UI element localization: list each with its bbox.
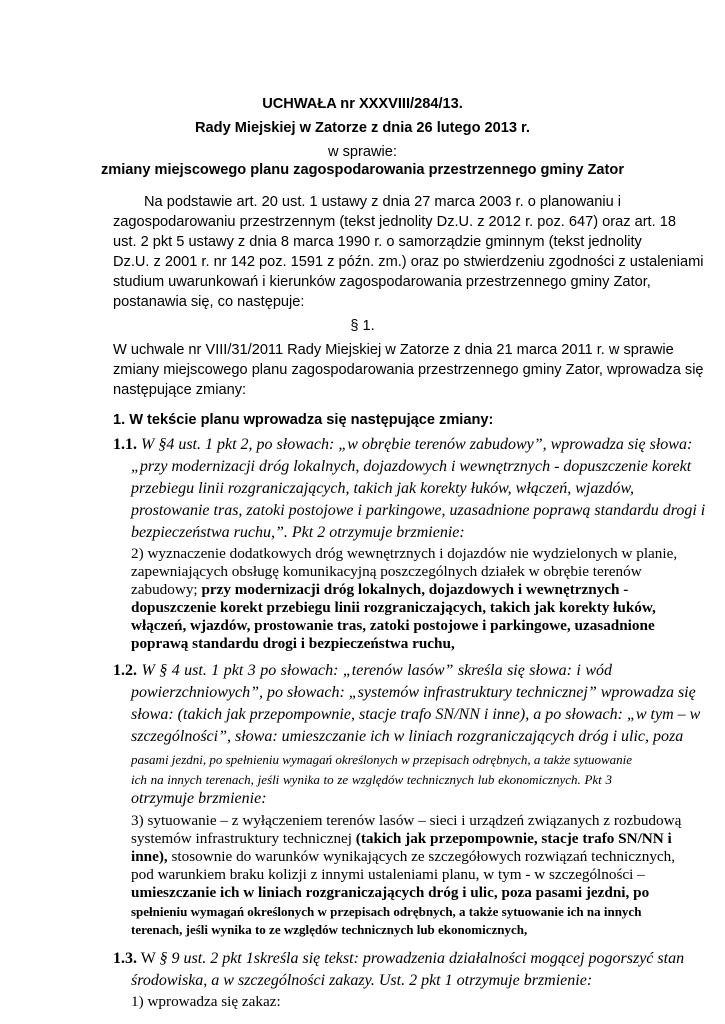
resolution-subject: zmiany miejscowego planu zagospodarowania przestrzennego gminy Zator bbox=[100, 162, 625, 178]
section-text-line: zmiany miejscowego planu zagospodarowania przestrzennego gminy Zator, wprowadza się bbox=[113, 362, 704, 378]
council-date-line: Rady Miejskiej w Zatorze z dnia 26 lutego 2013 r. bbox=[195, 120, 530, 136]
item-1-2-line: inne), stosownie do warunków wynikających ze szczegółowych rozwiązań technicznych, bbox=[131, 848, 676, 865]
item-1-3-line: 1) wprowadza się zakaz: bbox=[131, 993, 281, 1010]
item-1-2-line: otrzymuje brzmienie: bbox=[131, 790, 267, 807]
item-number: 1.1. bbox=[113, 436, 137, 453]
item-1-1-line: zapewniających obsługę komunikacyjną poszczególnych działek w obrębie terenów bbox=[131, 563, 642, 580]
item-1-1-line: włączeń, wjazdów, prostowanie tras, zatoki postojowe i parkingowe, uzasadnione bbox=[131, 617, 655, 634]
item-1-2-line: ich na innych terenach, jeśli wynika to ze względów technicznych lub ekonomicznych. Pkt 3 bbox=[131, 772, 612, 787]
section-text-line: następujące zmiany: bbox=[113, 382, 247, 398]
item-1-2-line: 1.2. W § 4 ust. 1 pkt 3 po słowach: „terenów lasów” skreśla się słowa: i wód bbox=[113, 662, 612, 679]
preamble-line: ust. 2 pkt 5 ustawy z dnia 8 marca 1990 r. o samorządzie gminnym (tekst jednolity bbox=[113, 234, 642, 250]
item-1-1-line: „przy modernizacji dróg lokalnych, dojazdowych i wewnętrznych - dopuszczenie korekt bbox=[131, 458, 692, 475]
item-1-2-line: systemów infrastruktury technicznej (takich jak przepompownie, stacje trafo SN/NN i bbox=[131, 830, 672, 847]
item-1-1-line: 2) wyznaczenie dodatkowych dróg wewnętrznych i dojazdów nie wydzielonych w planie, bbox=[131, 545, 678, 562]
resolution-title: UCHWAŁA nr XXXVIII/284/13. bbox=[262, 96, 463, 112]
item-1-2-line: terenach, jeśli wynika to ze względów technicznych lub ekonomicznych, bbox=[131, 922, 528, 937]
item-1-2-line: powierzchniowych”, po słowach: „systemów infrastruktury technicznej” wprowadza się bbox=[131, 684, 696, 701]
item-1-1-line: bezpieczeństwa ruchu,”. Pkt 2 otrzymuje brzmienie: bbox=[131, 524, 465, 541]
item-1-2-line: pasami jezdni, po spełnieniu wymagań określonych w przepisach odrębnych, a także sytuowanie bbox=[131, 752, 633, 767]
item-1-1-line: zabudowy; przy modernizacji dróg lokalnych, dojazdowych i wewnętrznych - bbox=[131, 581, 629, 598]
item-1-1-line: poprawą standardu drogi i bezpieczeństwa ruchu, bbox=[131, 635, 455, 652]
item-1-3-line: środowiska, a w szczególności zakazy. Ust. 2 pkt 1 otrzymuje brzmienie: bbox=[131, 972, 593, 989]
item-1-1-line: przebiegu linii rozgraniczających, takich jak korekty łuków, włączeń, wjazdów, bbox=[131, 480, 635, 497]
preamble-line: Dz.U. z 2001 r. nr 142 poz. 1591 z późn. zm.) oraz po stwierdzeniu zgodności z ustaleniami bbox=[113, 254, 704, 270]
item-number: 1.3. bbox=[113, 950, 137, 967]
preamble-line: postanawia się, co następuje: bbox=[113, 294, 305, 310]
item-1-2-line: pod warunkiem braku kolizji z innymi ustaleniami planu, w tym - w szczególności – bbox=[131, 866, 645, 883]
item-1-2-line: umieszczanie ich w liniach rozgraniczających dróg i ulic, poza pasami jezdni, po bbox=[131, 884, 650, 901]
preamble-line: zagospodarowaniu przestrzennym (tekst jednolity Dz.U. z 2012 r. poz. 647) oraz art. 18 bbox=[113, 214, 676, 230]
regarding-label: w sprawie: bbox=[328, 144, 397, 160]
item-1-3-line: 1.3. W § 9 ust. 2 pkt 1skreśla się tekst: prowadzenia działalności mogącej pogorszyć stan bbox=[113, 950, 685, 967]
preamble-line: studium uwarunkowań i kierunków zagospodarowania przestrzennego gminy Zator, bbox=[113, 274, 651, 290]
changes-heading: 1. W tekście planu wprowadza się następujące zmiany: bbox=[113, 412, 494, 428]
section-text-line: W uchwale nr VIII/31/2011 Rady Miejskiej w Zatorze z dnia 21 marca 2011 r. w sprawie bbox=[113, 342, 674, 358]
item-1-1-line: prostowanie tras, zatoki postojowe i parkingowe, uzasadnione poprawą standardu drogi i bbox=[131, 502, 706, 519]
item-1-1-line: dopuszczenie korekt przebiegu linii rozgraniczających, takich jak korekty łuków, bbox=[131, 599, 656, 616]
item-1-2-line: słowa: (takich jak przepompownie, stacje trafo SN/NN i inne), a po słowach: „w tym – w bbox=[131, 706, 701, 723]
item-number: 1.2. bbox=[113, 662, 137, 679]
item-1-1-line: 1.1. W §4 ust. 1 pkt 2, po słowach: „w obrębie terenów zabudowy”, wprowadza się słowa: bbox=[113, 436, 693, 453]
preamble-line: Na podstawie art. 20 ust. 1 ustawy z dnia 27 marca 2003 r. o planowaniu i bbox=[144, 194, 622, 210]
item-1-2-line: 3) sytuowanie – z wyłączeniem terenów lasów – sieci i urządzeń związanych z rozbudową bbox=[131, 812, 682, 829]
section-mark: § 1. bbox=[350, 318, 375, 334]
item-1-2-line: szczególności”, słowa: umieszczanie ich w liniach rozgraniczających dróg i ulic, poza bbox=[131, 728, 684, 745]
item-1-2-line: spełnieniu wymagań określonych w przepisach odrębnych, a także sytuowanie ich na innych bbox=[131, 904, 642, 919]
